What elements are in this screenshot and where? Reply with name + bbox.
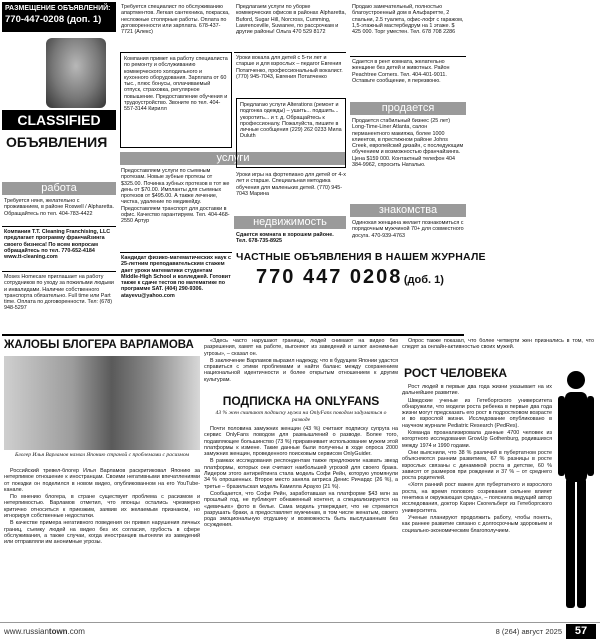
ad-refrigeration-box — [120, 52, 232, 148]
ad-apartment-maintenance: Требуется специалист по обслуживанию апартментов. Легкая сантехника, покраска, несложные столярные работы. Оплата по договоренности или зарплата. 678-437-7721 (Алекс) — [121, 4, 230, 36]
article1-p2: По мнению блогера, в стране существует проблема с расизмом и нетерпимостью. Варламов отметил, что японцы остались чрезмерно критично относиться к приезжим, заявив их желаемым признаком, но игнорируя собственные недостатки. — [4, 494, 200, 520]
ad-cleaning-franchise: Компания T.T. Cleaning Franchising, LLC предлагает программу франчайзинга своего бизнеса! По всем вопросам обращайтесь по тел. 770-652-4184 www.tt-cleaning.com — [4, 229, 111, 261]
ad-piano-lessons: Уроки игры на фортепиано для детей от 4-х лет и старше. Специальная методика обучения для маленьких детей. (770) 945-7043 Марина — [236, 172, 346, 197]
placement-banner — [2, 2, 116, 32]
article1-cont-p2: В заключение Варламов выразил надежду, что в будущем Японии удастся справиться с этими проблемами и найти баланс между сохранением национальной идентичности и более открытым отношением к другим культурам. — [204, 357, 398, 383]
section-header-services: услуги — [120, 152, 346, 165]
bear-photo — [46, 38, 106, 108]
placement-phone: 770-447-0208 (доп. 1) — [5, 14, 102, 25]
ad-math-tutor: Кандидат физико-математических наук с 25-летним преподавательским стажем дает уроки математики студентам Middle-High School и колледжей. Готовит также к сдаче тестов по математике по программе SAT. (404) 290-9306. atayevu@yahoo.com — [121, 255, 231, 299]
private-ads-ext: (доб. 1) — [403, 274, 444, 286]
ad-alterations: Предлагаю услуги Alterations (ремонт и подгонка одежды) – ушить... подшить... укоротить... и т. д. Обращайтесь к профессионалу. Пожалуйста, пишите в личные сообщения (229) 262 0233 Мила Duluth — [240, 102, 342, 140]
section-header-work: работа — [2, 182, 116, 195]
private-ads-title: ЧАСТНЫЕ ОБЪЯВЛЕНИЯ В НАШЕМ ЖУРНАЛЕ — [236, 251, 486, 263]
article1-body — [4, 468, 200, 618]
ad-business-sale: Продается стабильный бизнес (25 лет) Long-Time-Liner Atlanta, салон перманентного макияжа, более 1000 клиентов, в престижном районе Johns Creek, европейский дизайн, с последующим обучением и возможностью франчайзинга. Цена $159 000. Контактный телефон 404 384-9962, спросить Наталью. — [352, 118, 464, 169]
ad-homecare: Moses Homecare приглашает на работу сотрудников по уходу за пожилыми людьми и инвалидами. Наличие собственного транспорта обязательно. Full time или Part time. Оплата по договоренности. Тел: (678) 948-5297 — [4, 274, 114, 312]
classified-label: CLASSIFIED — [2, 110, 116, 130]
article2-body — [204, 426, 398, 618]
article2-subtitle: 43 % жен считают подписку мужа на OnlyFans поводом задуматься о разводе — [215, 410, 387, 423]
article3-p6: Ученые планируют продолжить работу, чтобы понять, как раннее развитие связано с долгосрочным здоровьем и социально-экономическим благополучием. — [402, 514, 552, 534]
article3-p3: Команда проанализировала данные 4700 человек из когортного исследования GrowUp Gothenburg, родившихся между 1974 и 1990 годами. — [402, 430, 552, 449]
article3-p1: Рост людей в первые два года жизни указывает на их дальнейшее развитие. — [402, 384, 552, 397]
ad-dating: Одинокая женщина желает познакомиться с порядочным мужчиной 70+ для совместного досуга. 470-939-4763 — [352, 220, 464, 239]
ad-dentures: Предоставляем услуги по съемным протезам. Новые зубные протезы от $325.00. Починка зубных протезов в тот же день от $70.00. Импланты для съемных протезов от $495.00. А также лечение, чистка, удаление по медикейду. Предоставляем транспорт для доставки в офис. Качество гарантируем. Тел. 404-468-2550 Артур — [121, 168, 230, 225]
article3-p5: «Хотя ранний рост важен для пубертатного и взрослого роста, на время полового созревания сильнее влияет генетика и окружающая среда», – пояснила ведущий автор исследования, доктор Карин Скогельберг из Гетеборгского университета. — [402, 482, 552, 514]
section-header-sell: продается — [350, 102, 466, 115]
section-header-realty: недвижимость — [234, 216, 346, 229]
human-figure-illustration — [556, 366, 596, 618]
private-ads-phone: 770 447 0208 — [256, 266, 403, 288]
article1-title: ЖАЛОБЫ БЛОГЕРА ВАРЛАМОВА — [4, 339, 194, 351]
article1-photo — [4, 356, 200, 450]
article3-intro: Опрос также показал, что более четверти жен признались в том, что следят за онлайн-активностью своих мужей. — [402, 338, 594, 351]
announcements-label: ОБЪЯВЛЕНИЯ — [6, 134, 108, 150]
article1-caption: Блогер Илья Варламов назвал Японию страной с проблемами с расизмом — [14, 452, 190, 458]
article1-p3: В качестве примера негативного поведения он привел нарушения личных границ, съемку людей на видео без их согласия, грубость в сфере обслуживания, а также случаи, когда иностранцев выгоняли из заведений или отправляли им анонимные угрозы. — [4, 520, 200, 546]
ad-room-rent: Сдается комната в хорошем районе. Тел. 678-735-8925 — [236, 232, 334, 245]
footer-site-bold: town — [48, 627, 68, 636]
private-ads-banner — [236, 250, 486, 294]
ad-alterations-box — [236, 98, 346, 168]
ad-vocal-lessons: Уроки вокала для детей с 5-ти лет и старше и для взрослых – педагог Евгения Потапченко, профессиональный вокалист. (770) 945-7043, Евгения Потапченко — [236, 55, 343, 80]
classified-box — [2, 110, 116, 180]
placement-title: РАЗМЕЩЕНИЕ ОБЪЯВЛЕНИЙ: — [5, 5, 111, 12]
article3-p2: Шведские ученые из Гетеборгского университета обнаружили, что модели роста ребенка в первые два года жизни могут предсказать его рост в подростковом возрасте и во взрослой жизни. Исследование опубликовано в научном журнале Pediatric Research (PedRes). — [402, 397, 552, 429]
ad-house-sale: Продаю замечательный, полностью благоустроенный дом в Альфаретте, 2 спальни, 2.5 туалета, офис-лофт с гаражом, 1,5-этажный мастербедрум на 1 этаже. $ 425 000. Торг уместен. Тел. 678 708 2286 — [352, 4, 464, 36]
footer-site-end: .com — [67, 627, 85, 636]
footer-site[interactable] — [4, 626, 85, 637]
article1-cont — [204, 338, 398, 390]
article2-title: ПОДПИСКА НА ONLYFANS — [222, 394, 380, 408]
footer-page-number: 57 — [566, 624, 596, 639]
section-header-dating: знакомства — [350, 204, 466, 217]
article1-p1: Российский тревел-блогер Илья Варламов раскритиковал Японию за нетерпимое отношение к иностранцам. Своими негативными впечатлениями от поездки он поделился в новом видео, опубликованном на его YouTube-канале. — [4, 468, 200, 493]
ad-office-cleaning: Предлагаем услуги по уборке коммерческих офисов в районах Alpharetta, Buford, Sugar Hill, Norcross, Cumming, Lawrenceville, Suwanee, по рассрочкам и другие районы! Ольга 470 529 8172 — [236, 4, 346, 36]
ad-nanny: Требуется няня, желательно с проживанием, в районе Roswell / Alpharetta. Обращайтесь по тел. 404-783-4422 — [4, 198, 114, 217]
article2-p3: Сообщается, что Софи Рейн, заработавшая на платформе $43 млн за прошлый год, не публикует обнаженный контент, а специализируется на «девичьих» фото в белье. Сама модель утверждает, что не стремится разрушать браки, а предоставляет мужчинам, в том числе женатым, своего рода эмоциональную отдушину и возможность быть выслушанным без осуждения. — [204, 490, 398, 529]
article1-cont-p1: «Здесь часто нарушают границы, людей снимают на видео без разрешения, хамят на работе, выгоняют из заведений и шлют анонимные угрозы», – сказал он. — [204, 338, 398, 357]
article3-body — [402, 384, 552, 618]
footer-issue: 8 (264) август 2025 — [495, 627, 562, 636]
article2-p1: Почти половина замужних женщин (43 %) считают подписку супруга на сервис OnlyFans поводом для размышлений о разводе. Более того, подавляющее большинство (73 %) приравнивает использование мужем этой платформы к измене. Такие данные были получены в ходе опроса 2000 замужних женщин, проведенного поисковым сервисом OnlyGuider. — [204, 426, 398, 458]
footer-site-plain: www.russian — [4, 627, 49, 636]
ad-refrigeration: Компания примет на работу специалиста по ремонту и обслуживанию коммерческого холодильного и кухонного оборудования. Зарплата от 60 тыс., плюс бонусы, оплачиваемый отпуск, страховка, регулярное повышение. Предоставление обучения и трудоустройство. Звоните по тел. 404-557-3144 Кирилл — [124, 56, 228, 113]
ad-room-for-woman: Сдается в рент комната, желательно женщине без детей и животных. Район Peachtree Corners. Тел. 404-401-9011. Оставьте сообщение, я перезвоню. — [352, 59, 450, 84]
article2-p2: В рамках исследования респондентам также предложили назвать звезд платформы, которых они считают наибольшей угрозой для своего брака. Лидером этого антирейтинга стала модель Софи Рейн, которую упомянули 34 % опрошенных. Второе место заняла актриса Денис Ричардс (26 %), а третье – бразильская модель Камилла Араухо (21 %). — [204, 458, 398, 490]
article3-p4: Они выяснили, что 38 % различий в пубертатном росте объясняются ранним развитием, 67 % разницы в росте взрослых связаны с динамикой роста в детстве, 60 % зависят от размеров при рождении и 37 % – от среднего роста родителей. — [402, 449, 552, 482]
article3-title: РОСТ ЧЕЛОВЕКА — [404, 366, 508, 380]
